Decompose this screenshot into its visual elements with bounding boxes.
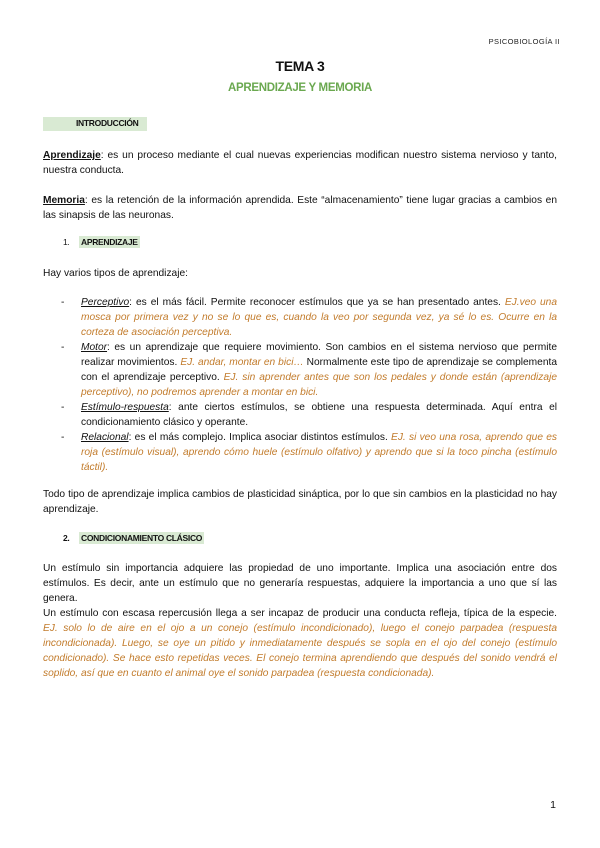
section-2-paragraph-2 xyxy=(43,606,557,681)
intro-heading: INTRODUCCIÓN xyxy=(76,118,139,128)
term-memoria: Memoria xyxy=(43,195,85,206)
item-term: Relacional xyxy=(81,432,129,443)
definition-memoria: : es la retención de la información aprendida. Este “almacenamiento” tiene lugar gracias a cambios en las sinapsis de las neuronas. xyxy=(43,195,557,221)
item-text: : es el más complejo. Implica asociar distintos estímulos. xyxy=(128,432,392,443)
definition-aprendizaje: : es un proceso mediante el cual nuevas experiencias modifican nuestro sistema nervioso y tanto, nuestra conducta. xyxy=(43,150,557,176)
list-item-perceptivo xyxy=(61,295,557,340)
section-1-heading xyxy=(63,237,140,247)
section-2-title: CONDICIONAMIENTO CLÁSICO xyxy=(81,533,203,543)
paragraph-memoria xyxy=(43,193,557,223)
list-item-motor xyxy=(61,340,557,400)
paragraph-2-text: Un estímulo con escasa repercusión llega a ser incapaz de producir una conducta refleja, típica de la especie. xyxy=(43,608,557,619)
item-example: EJ. andar, montar en bici… xyxy=(180,357,304,368)
item-tail: Normalmente este tipo de aprendizaje se complementa con el aprendizaje perceptivo. xyxy=(81,357,557,383)
page-subtitle: APRENDIZAJE Y MEMORIA xyxy=(227,82,373,94)
paragraph-aprendizaje xyxy=(43,148,557,178)
list-dash: - xyxy=(61,432,65,443)
section-1-closing: Todo tipo de aprendizaje implica cambios de plasticidad sináptica, por lo que sin cambios en la plasticidad no hay aprendizaje. xyxy=(43,489,557,515)
item-example-2: EJ. sin aprender antes que son los pedales y donde están (aprendizaje perceptivo), no podremos aprender a montar en bici. xyxy=(81,372,557,398)
item-term: Motor xyxy=(81,342,108,353)
item-example: EJ. si veo una rosa, aprendo que es roja (estímulo visual), aprendo cómo huele (estímulo olfativo) y aprendo que si la toco pincha (estímulo táctil). xyxy=(81,432,558,473)
term-aprendizaje: Aprendizaje xyxy=(43,150,101,161)
section-1-title: APRENDIZAJE xyxy=(81,237,138,247)
section-2-heading xyxy=(63,533,204,543)
page-number: 1 xyxy=(550,799,556,811)
item-text: : es el más fácil. Permite reconocer estímulos que ya se han presentado antes. xyxy=(129,297,505,308)
section-1-lead: Hay varios tipos de aprendizaje: xyxy=(43,268,188,279)
list-dash: - xyxy=(61,402,65,413)
item-term: Perceptivo xyxy=(81,297,130,308)
item-text: : ante ciertos estímulos, se obtiene una respuesta determinada. Aquí entra el condicionamiento clásico y operante. xyxy=(81,402,557,428)
paragraph-2-example: EJ. solo lo de aire en el ojo a un conejo (estímulo incondicionado), luego el conejo parpadea (respuesta incondicionada). Luego, se oye un pitido y inmediatamente después se sopla en el ojo del conejo (estímulo condicionado). Se hace esto repetidas veces. El conejo termina aprendiendo que después del sonido vendrá el soplido, así que en cuanto el animal oye el sonido parpadea (respuesta condicionada). xyxy=(43,623,557,679)
item-text: : es un aprendizaje que requiere movimiento. Son cambios en el sistema nervioso que permite realizar movimientos. xyxy=(81,342,557,368)
learning-types-list xyxy=(61,295,557,475)
page-title: TEMA 3 xyxy=(275,58,325,74)
item-term: Estímulo-respuesta xyxy=(81,402,169,413)
section-1-number: 1. xyxy=(63,237,70,247)
section-2-number: 2. xyxy=(63,533,70,543)
intro-heading-box xyxy=(43,117,147,131)
list-item-relacional xyxy=(61,430,557,475)
list-dash: - xyxy=(61,297,65,308)
item-example: EJ.veo una mosca por primera vez y no se lo que es, cuando la veo por segunda vez, ya sé lo es. Ocurre en la corteza de asociación perceptiva. xyxy=(81,297,558,338)
list-dash: - xyxy=(61,342,65,353)
list-item-estimulo-respuesta xyxy=(61,400,557,430)
section-2-paragraph-1: Un estímulo sin importancia adquiere las propiedad de uno importante. Implica una asociación entre dos estímulos. Es decir, ante un estímulo que no generaría respuestas, adquiere la importancia a uno que sí las genera. xyxy=(43,563,557,604)
course-header: PSICOBIOLOGÍA II xyxy=(488,37,560,46)
